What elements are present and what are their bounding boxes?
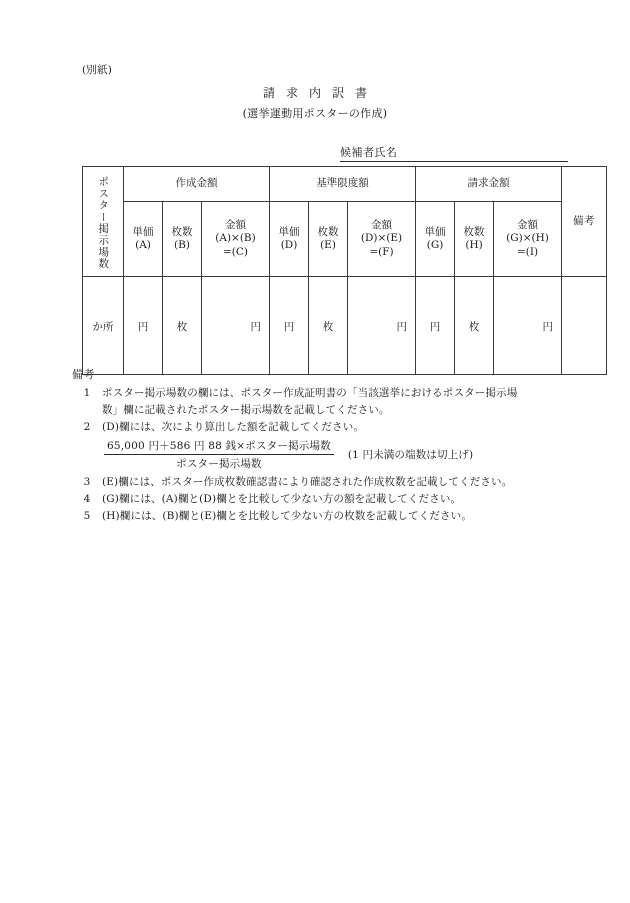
remark-line: (E)欄には、ポスター作成枚数確認書により確認された作成枚数を記載してください。 xyxy=(102,476,513,488)
cell-sheets-b[interactable]: 枚 xyxy=(163,277,202,375)
subheader-line2: (G)×(H) xyxy=(506,232,549,245)
subheader-sheets-b xyxy=(163,202,202,277)
subheader-amount-c xyxy=(202,202,270,277)
formula-denominator: ポスター掲示場数 xyxy=(176,458,262,470)
remark-item-1 xyxy=(72,385,582,419)
table-subheader-row xyxy=(83,202,607,277)
subheader-line1: 枚数 xyxy=(317,225,339,238)
cell-amount-f[interactable]: 円 xyxy=(348,277,416,375)
candidate-name-label: 候補者氏名 xyxy=(340,146,398,159)
candidate-name-field[interactable] xyxy=(340,144,568,162)
cell-unit-price-g[interactable]: 円 xyxy=(416,277,455,375)
remark-item-3 xyxy=(72,474,582,491)
cell-sheets-h[interactable]: 枚 xyxy=(455,277,494,375)
group-header-production-amount: 作成金額 xyxy=(124,167,270,202)
remark-text xyxy=(102,474,582,491)
group-header-claim-amount: 請求金額 xyxy=(416,167,562,202)
subheader-line2: (D) xyxy=(280,239,298,251)
billing-breakdown-table-wrapper xyxy=(82,166,596,375)
remarks-title: 備考 xyxy=(72,368,95,381)
subheader-amount-f xyxy=(348,202,416,277)
subheader-line2: (E) xyxy=(320,239,336,251)
remark-line: (H)欄には、(B)欄と(E)欄とを比較して少ない方の枚数を記載してください。 xyxy=(102,510,472,522)
remarks-section xyxy=(72,366,582,525)
formula-annotation: (1 円未満の端数は切上げ) xyxy=(347,449,474,461)
subheader-unit-price-a xyxy=(124,202,163,277)
formula-numerator: 65,000 円＋586 円 88 銭×ポスター掲示場数 xyxy=(107,440,331,452)
remark-text xyxy=(102,508,582,525)
subheader-amount-i xyxy=(494,202,562,277)
cell-amount-c[interactable]: 円 xyxy=(202,277,270,375)
subheader-line2: (A)×(B) xyxy=(215,232,256,245)
remark-number: 2 xyxy=(83,421,91,433)
subheader-line2: (A) xyxy=(135,239,151,251)
poster-site-count-header xyxy=(83,167,124,277)
subheader-line1: 単価 xyxy=(132,225,154,238)
subheader-line1: 金額 xyxy=(517,218,539,231)
subheader-line1: 枚数 xyxy=(463,225,485,238)
cell-remark[interactable] xyxy=(562,277,607,375)
document-title: 請求内訳書 xyxy=(262,86,378,100)
remark-line: 数」欄に記載されたポスター掲示場数を記載してください。 xyxy=(102,404,390,416)
remark-item-2 xyxy=(72,419,582,436)
cell-amount-i[interactable]: 円 xyxy=(494,277,562,375)
remark-line: ポスター掲示場数の欄には、ポスター作成証明書の「当該選挙におけるポスター掲示場 xyxy=(102,387,518,399)
cell-unit-price-d[interactable]: 円 xyxy=(270,277,309,375)
subheader-line1: 単価 xyxy=(424,225,446,238)
table-group-header-row xyxy=(83,167,607,202)
subheader-line2: (B) xyxy=(174,239,190,251)
remark-number: 1 xyxy=(83,387,91,399)
subheader-sheets-h xyxy=(455,202,494,277)
candidate-name-value[interactable] xyxy=(398,147,569,160)
subheader-line2: (D)×(E) xyxy=(360,232,403,245)
group-header-standard-limit: 基準限度額 xyxy=(270,167,416,202)
remark-text xyxy=(102,419,582,436)
document-subtitle: (選挙運動用ポスターの作成) xyxy=(242,107,388,120)
subheader-line2: (G) xyxy=(426,239,444,251)
remark-line: (G)欄には、(A)欄と(D)欄とを比較して少ない方の額を記載してください。 xyxy=(102,493,462,505)
subheader-line1: 金額 xyxy=(225,218,246,231)
subheader-unit-price-g xyxy=(416,202,455,277)
cell-sheets-e[interactable]: 枚 xyxy=(309,277,348,375)
remark-item-5 xyxy=(72,508,582,525)
remark-text xyxy=(102,491,582,508)
attachment-label: (別紙) xyxy=(82,64,112,76)
remark-number: 5 xyxy=(83,510,91,522)
billing-breakdown-table xyxy=(82,166,607,375)
cell-poster-site-count[interactable]: か所 xyxy=(83,277,124,375)
poster-site-count-header-text: ポスター掲示場数 xyxy=(97,175,110,270)
subheader-line1: 金額 xyxy=(371,218,393,231)
remark-number: 3 xyxy=(83,476,91,488)
remark-item-4 xyxy=(72,491,582,508)
subheader-line3: =(I) xyxy=(516,245,539,258)
remark-number: 4 xyxy=(83,493,91,505)
subheader-line3: =(C) xyxy=(222,245,249,258)
subheader-line1: 単価 xyxy=(278,225,300,238)
calculation-formula xyxy=(72,438,582,471)
remark-column-header: 備考 xyxy=(562,167,607,277)
remark-text xyxy=(102,385,582,419)
subheader-sheets-e xyxy=(309,202,348,277)
cell-unit-price-a[interactable]: 円 xyxy=(124,277,163,375)
subheader-line1: 枚数 xyxy=(171,225,193,238)
remark-line: (D)欄には、次により算出した額を記載してください。 xyxy=(102,421,365,433)
table-row[interactable] xyxy=(83,277,607,375)
subheader-unit-price-d xyxy=(270,202,309,277)
subheader-line2: (H) xyxy=(465,239,483,251)
formula-fraction xyxy=(104,438,334,471)
subheader-line3: =(F) xyxy=(369,245,394,258)
